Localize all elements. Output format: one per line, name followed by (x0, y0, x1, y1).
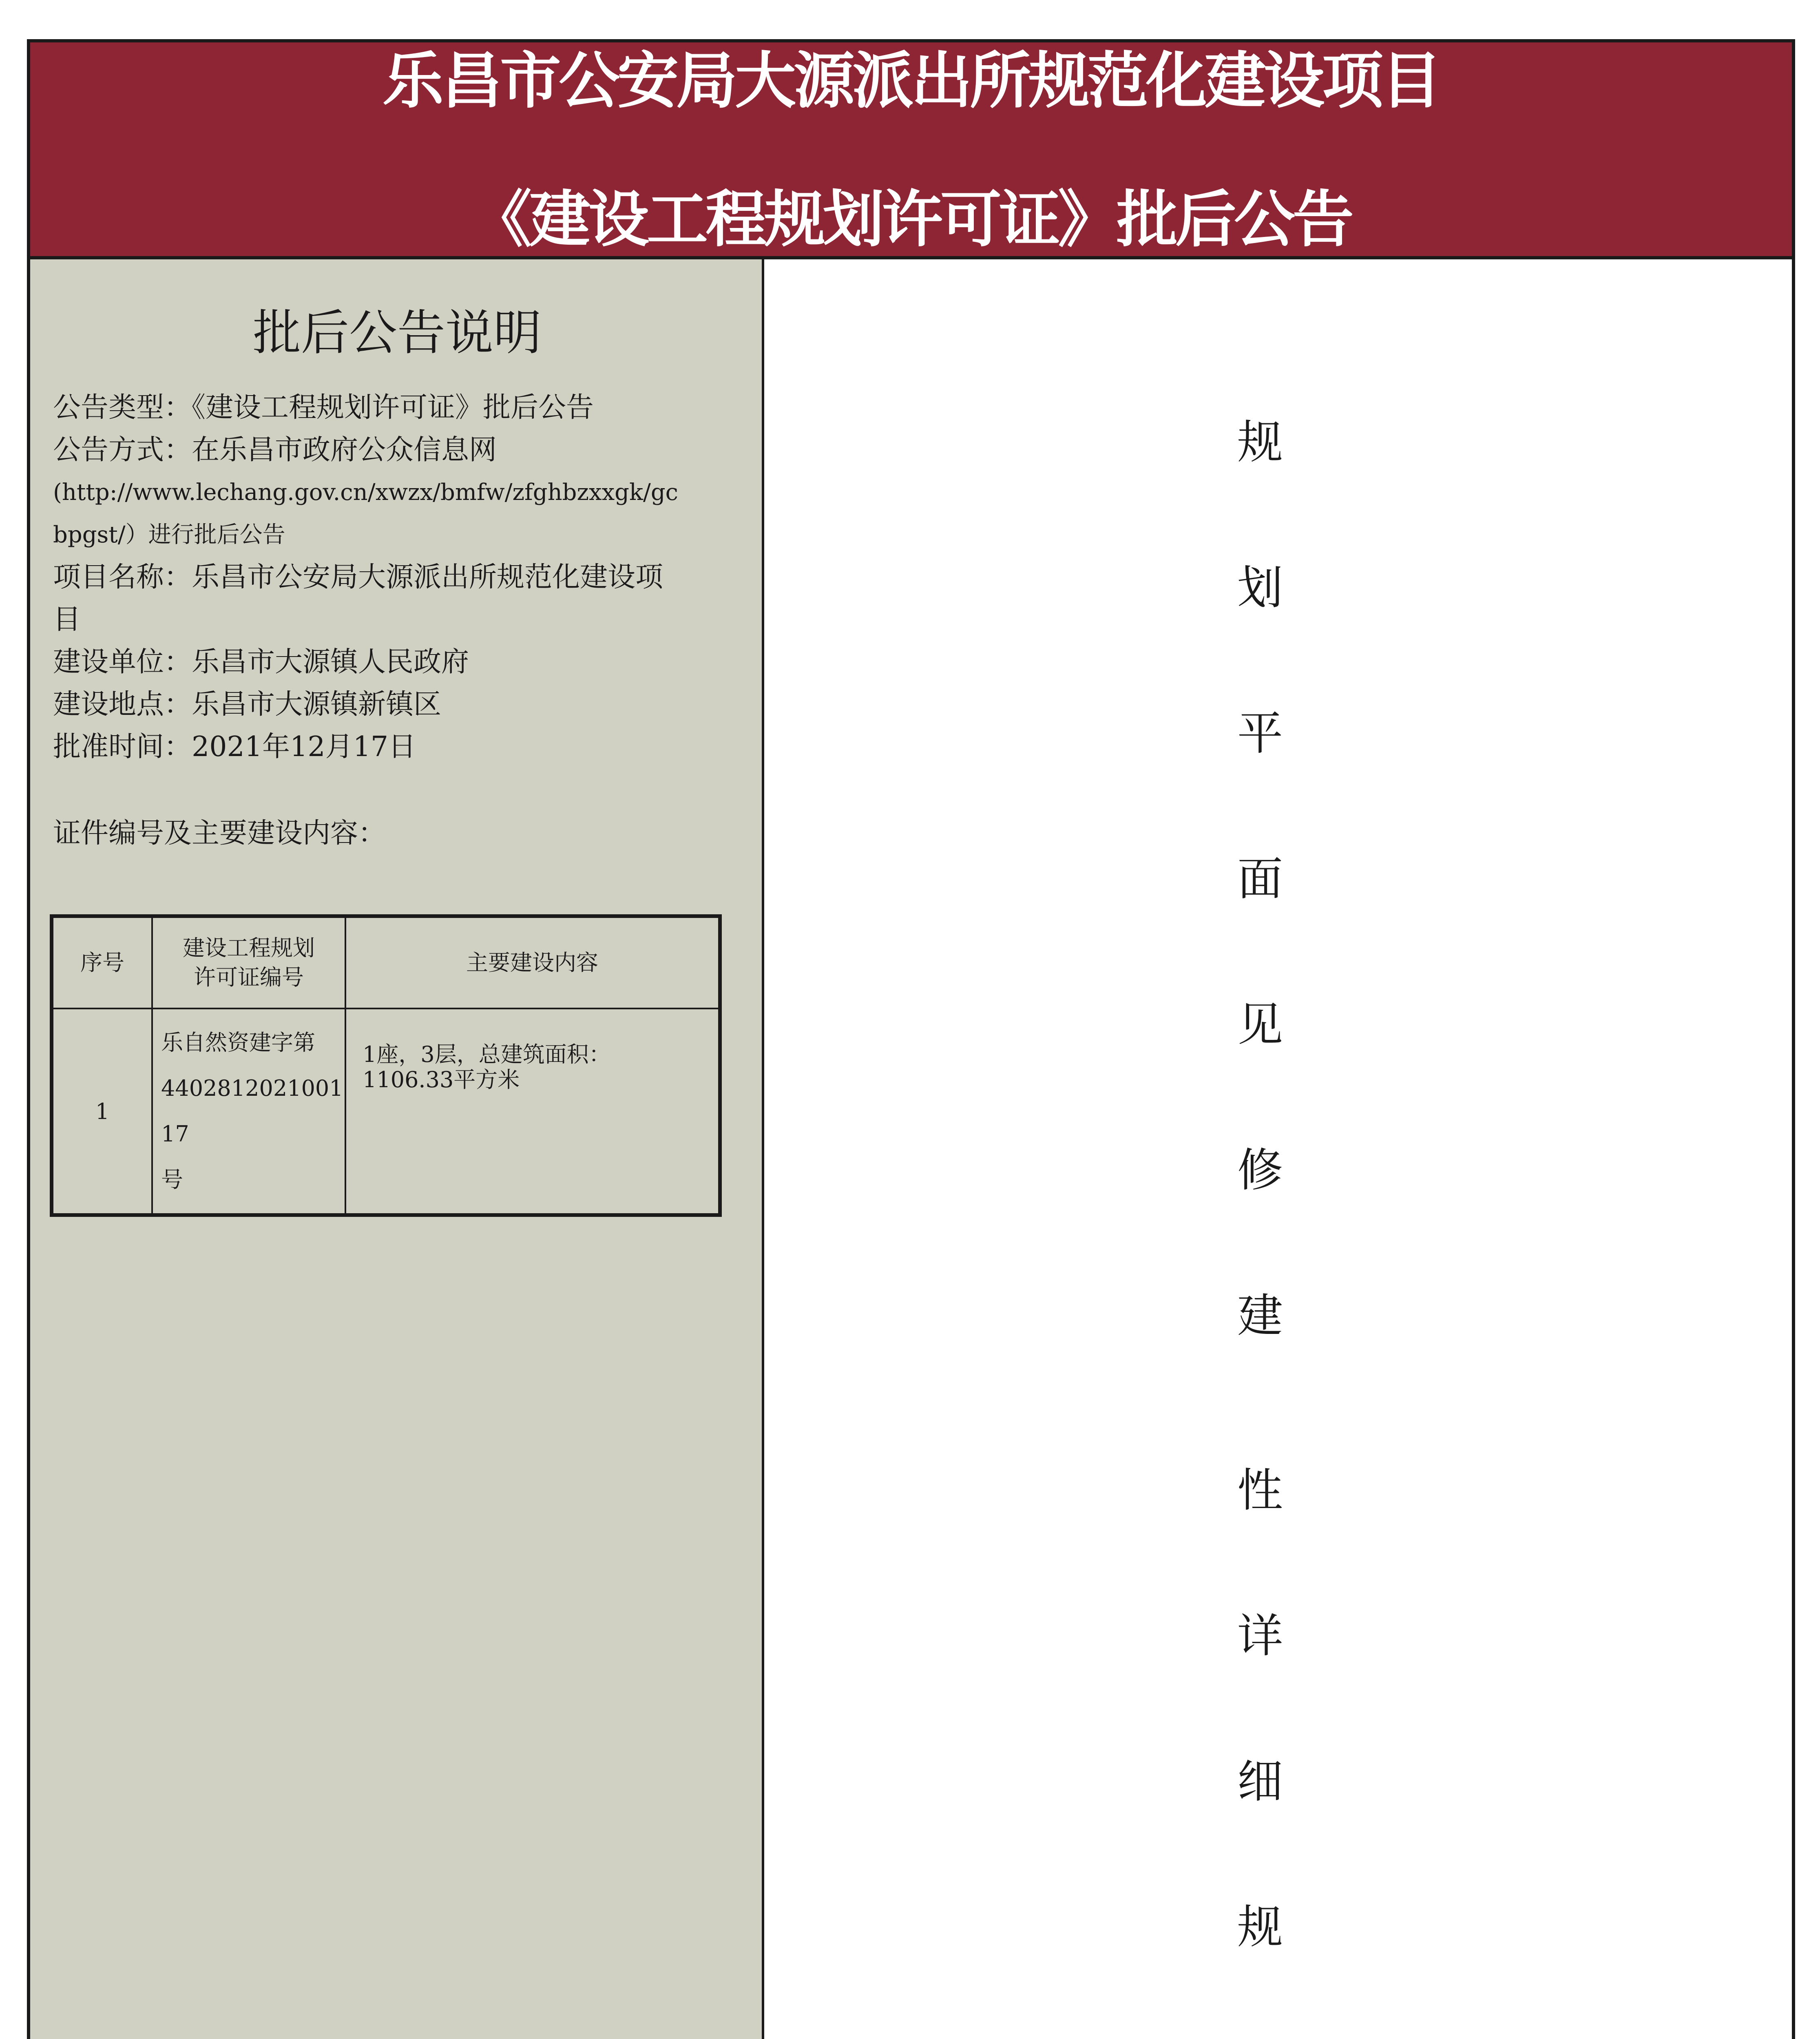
certificate-section-title: 证件编号及主要建设内容： (53, 817, 386, 849)
construction-location: 建设地点：乐昌市大源镇新镇区 (53, 688, 442, 721)
notice-url-line-2: bpgst/）进行批后公告 (53, 522, 285, 548)
vertical-char: 修 (1237, 1144, 1283, 1197)
vertical-char: 规 (1237, 1901, 1283, 1954)
vertical-char: 细 (1237, 1755, 1283, 1808)
notice-panel (30, 259, 764, 2039)
project-name-line-1: 项目名称：乐昌市公安局大源派出所规范化建设项 (53, 561, 663, 593)
vertical-char: 规 (1237, 416, 1283, 469)
cell-permit-no (152, 1008, 345, 1215)
vertical-char: 详 (1237, 1610, 1283, 1663)
notice-url-line-1: (http://www.lechang.gov.cn/xwzx/bmfw/zfghbzxxgk/gc (53, 479, 679, 506)
header-content: 主要建设内容 (345, 916, 720, 1009)
vertical-char: 建 (1237, 1289, 1283, 1342)
table-header-row (52, 916, 720, 1009)
header-seq: 序号 (52, 916, 153, 1009)
permit-no-line-3: 号 (161, 1167, 183, 1192)
notice-type: 公告类型：《建设工程规划许可证》批后公告 (53, 391, 594, 424)
notice-board (27, 39, 1795, 2039)
vertical-char: 平 (1237, 707, 1283, 760)
content-line-2: 1106.33平方米 (363, 1067, 520, 1092)
title-line-1: 乐昌市公安局大源派出所规范化建设项目 (382, 46, 1440, 117)
construction-unit: 建设单位：乐昌市大源镇人民政府 (53, 646, 469, 678)
header-permit-line-2: 许可证编号 (194, 964, 304, 990)
permit-no-line-2: 440281202100117 (161, 1075, 343, 1147)
content-line-1: 1座，3层，总建筑面积： (363, 1042, 611, 1067)
notice-info (53, 387, 746, 768)
vertical-char: 见 (1237, 998, 1283, 1051)
header-permit-no (152, 916, 345, 1009)
vertical-char: 性 (1237, 1464, 1283, 1517)
title-line-2: 《建设工程规划许可证》批后公告 (470, 184, 1351, 255)
notice-method: 公告方式：在乐昌市政府公众信息网 (53, 434, 497, 466)
project-name-line-2: 目 (53, 604, 81, 636)
title-banner (30, 42, 1792, 259)
cell-content (345, 1008, 720, 1215)
notice-section-title: 批后公告说明 (252, 305, 542, 361)
header-permit-line-1: 建设工程规划 (183, 935, 315, 961)
table-row (52, 1008, 720, 1215)
vertical-char: 面 (1237, 853, 1283, 906)
cell-seq: 1 (52, 1008, 153, 1215)
vertical-char: 划 (1237, 562, 1283, 615)
approval-date: 批准时间：2021年12月17日 (53, 731, 416, 763)
certificate-table (50, 914, 722, 1217)
permit-no-line-1: 乐自然资建字第 (161, 1030, 315, 1055)
